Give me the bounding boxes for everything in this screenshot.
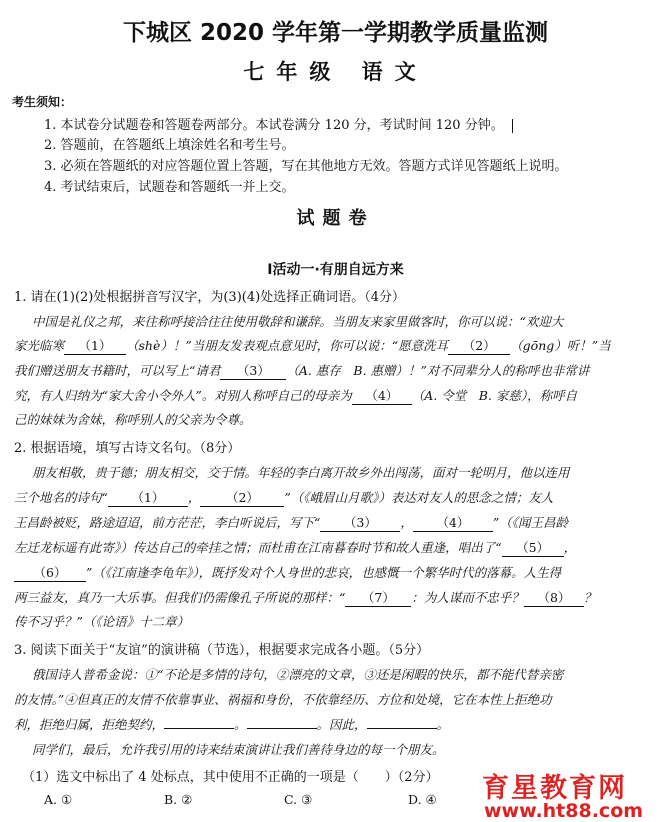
q3-line: 俄国诗人普希金说：①“不论是多情的诗句，②漂亮的文章，③还是闲暇的快乐，都不能代替亲密: [32, 667, 564, 682]
blank-q3-3[interactable]: [367, 728, 437, 729]
blank-q2-1[interactable]: （1）: [108, 488, 188, 507]
q2-line: 王昌龄被贬，路途迢迢，前方茫茫，李白听说后，写下“ （3） ， （4） ”（《闻王昌龄: [14, 515, 569, 530]
blank-3[interactable]: （3）: [220, 361, 286, 380]
q1-line: 我们赠送朋友书籍时，可以写上“请君 （3） （A. 惠存 B. 惠赠）！”对不同辈分人的称呼也非常讲: [14, 363, 590, 378]
q1-line: 究，有人归纳为“家大舍小令外人”。对别人称呼自己的母亲为 （4） （A. 令堂 B. 家慈），称呼自: [14, 388, 578, 403]
q2-line: 两三益友，真乃一大乐事。但我们仍需像孔子所说的那样：“ （7） ：为人谋而不忠乎？ （8） ？: [14, 590, 597, 605]
blank-q2-3[interactable]: （3）: [320, 513, 400, 532]
text-cursor: [512, 119, 513, 133]
question-1-stem: 1. 请在(1)(2)处根据拼音写汉字，为(3)(4)处选择正确词语。（4分）: [14, 290, 405, 305]
activity-title: Ⅰ活动一·有朋自远方来: [267, 262, 404, 278]
blank-q2-2[interactable]: （2）: [200, 488, 284, 507]
blank-q3-1[interactable]: [164, 728, 234, 729]
q3-line: 同学们，最后，允许我引用的诗来结束演讲让我们善待身边的每一个朋友。: [32, 742, 445, 757]
notice-item: 2. 答题前，在答题纸上填涂姓名和考生号。: [44, 138, 295, 153]
blank-q2-4[interactable]: （4）: [413, 513, 493, 532]
question-3-stem: 3. 阅读下面关于“友谊”的演讲稿（节选），根据要求完成各小题。（5分）: [14, 643, 430, 658]
notice-item: 3. 必须在答题纸的对应答题位置上答题，写在其他地方无效。答题方式详见答题纸上说明。: [44, 159, 568, 174]
watermark-logo: 育星教育网: [482, 773, 627, 804]
option-c[interactable]: C. ③: [284, 792, 313, 807]
notice-item: 1. 本试卷分试题卷和答题卷两部分。本试卷满分 120 分，考试时间 120 分钟。: [44, 114, 513, 133]
q1-line: 家光临寒 （1） （shè）！”当朋友发表观点意见时，你可以说：“愿意洗耳 （2） （gōng）听！”当: [14, 338, 611, 353]
watermark-url: www.ht88.com: [484, 800, 644, 822]
blank-1[interactable]: （1）: [64, 336, 126, 355]
blank-q3-2[interactable]: [247, 728, 317, 729]
blank-q2-6[interactable]: （6）: [14, 563, 86, 582]
question-3-sub1: （1）选文中标出了 4 处标点，其中使用不正确的一项是（ ）（2分）: [22, 770, 439, 785]
question-2-stem: 2. 根据语境，填写古诗文名句。（8分）: [14, 441, 241, 456]
q1-line: 己的妹妹为舍妹，称呼别人的父亲为令尊。: [14, 412, 252, 427]
q2-line: （6） ”（《江南逢李龟年》），既抒发对个人身世的悲哀，也感慨一个繁华时代的落幕。人生得: [14, 563, 561, 582]
option-d[interactable]: D. ④: [408, 792, 437, 807]
q3-line: 利，拒绝归属，拒绝契约， 。 。因此， 。: [14, 717, 450, 732]
exam-title: 下城区 2020 学年第一学期教学质量监测: [122, 20, 549, 46]
q3-line: 的友情。”④但真正的友情不依靠事业、祸福和身份，不依靠经历、方位和处境，它在本性上拒绝功: [14, 692, 552, 707]
blank-q2-7[interactable]: （7）: [345, 588, 411, 607]
q2-line: 左迁龙标遥有此寄》）传达自己的牵挂之情；而杜甫在江南暮春时节和故人重逢，唱出了“ （5） ，: [14, 540, 577, 555]
section-title: 试题卷: [296, 208, 375, 229]
q2-line: 传不习乎？”（《论语》十二章）: [14, 614, 190, 629]
option-a[interactable]: A. ①: [44, 792, 73, 807]
blank-2[interactable]: （2）: [448, 336, 510, 355]
notice-heading: 考生须知：: [12, 95, 73, 109]
notice-item: 4. 考试结束后，试题卷和答题纸一并上交。: [44, 180, 295, 195]
exam-subtitle: 七年级 语文: [243, 60, 428, 84]
q2-line: 朋友相敬，贵于德；朋友相交，交于情。年轻的李白离开故乡外出闯荡，面对一轮明月，他以连用: [32, 465, 570, 480]
option-b[interactable]: B. ②: [164, 792, 193, 807]
blank-4[interactable]: （4）: [352, 386, 412, 405]
q2-line: 三个地名的诗句“ （1） ， （2） ”（《峨眉山月歌》）表达对友人的思念之情；友人: [14, 490, 554, 505]
blank-q2-8[interactable]: （8）: [524, 588, 584, 607]
blank-q2-5[interactable]: （5）: [502, 538, 564, 557]
q1-line: 中国是礼仪之邦，来往称呼接洽往往使用敬辞和谦辞。当朋友来家里做客时，你可以说：“欢迎大: [32, 314, 564, 329]
